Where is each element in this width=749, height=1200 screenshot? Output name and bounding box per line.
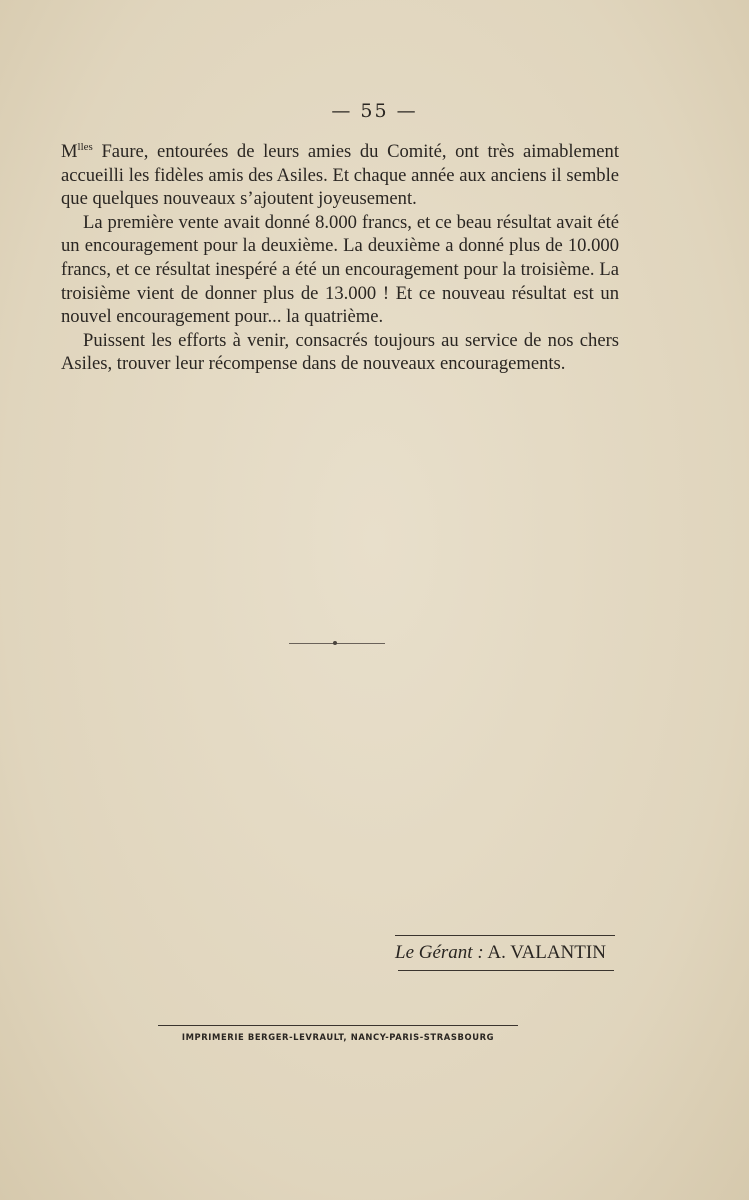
honorific: M <box>61 141 78 162</box>
signature-rule-top <box>395 935 615 936</box>
paragraph-1 <box>61 140 619 211</box>
paragraph-2: La première vente avait donné 8.000 francs, et ce beau résultat avait été un encouragement pour la deuxième. La deuxième a donné plus de 10.000 francs, et ce résultat inespéré a été un encouragement pour la troisième. La troisième vient de donner plus de 13.000 ! Et ce nouveau résultat est un nouvel encouragement pour... la quatrième. <box>61 211 619 328</box>
ornament-dot <box>333 641 337 645</box>
signature-rule-bottom <box>398 970 614 971</box>
signature <box>395 942 615 964</box>
page-number: — 55 — <box>331 100 418 122</box>
body-text <box>61 140 619 376</box>
printer-imprint: IMPRIMERIE BERGER-LEVRAULT, NANCY-PARIS-STRASBOURG <box>181 1032 495 1042</box>
paragraph-3: Puissent les efforts à venir, consacrés toujours au service de nos chers Asiles, trouver leur récompense dans de nouveaux encouragements. <box>61 329 619 375</box>
ornament-line <box>289 643 385 644</box>
section-ornament <box>289 642 385 645</box>
signature-role: Le Gérant : <box>395 942 484 963</box>
printer-rule <box>158 1025 518 1026</box>
honorific-superscript: lles <box>77 141 93 153</box>
signature-name: A. VALANTIN <box>483 942 606 963</box>
paragraph-1-text: Faure, entourées de leurs amies du Comité, ont très aimablement accueilli les fidèles amis des Asiles. Et chaque année aux anciens il semble que quelques nouveaux s’ajoutent joyeusement. <box>61 141 619 210</box>
